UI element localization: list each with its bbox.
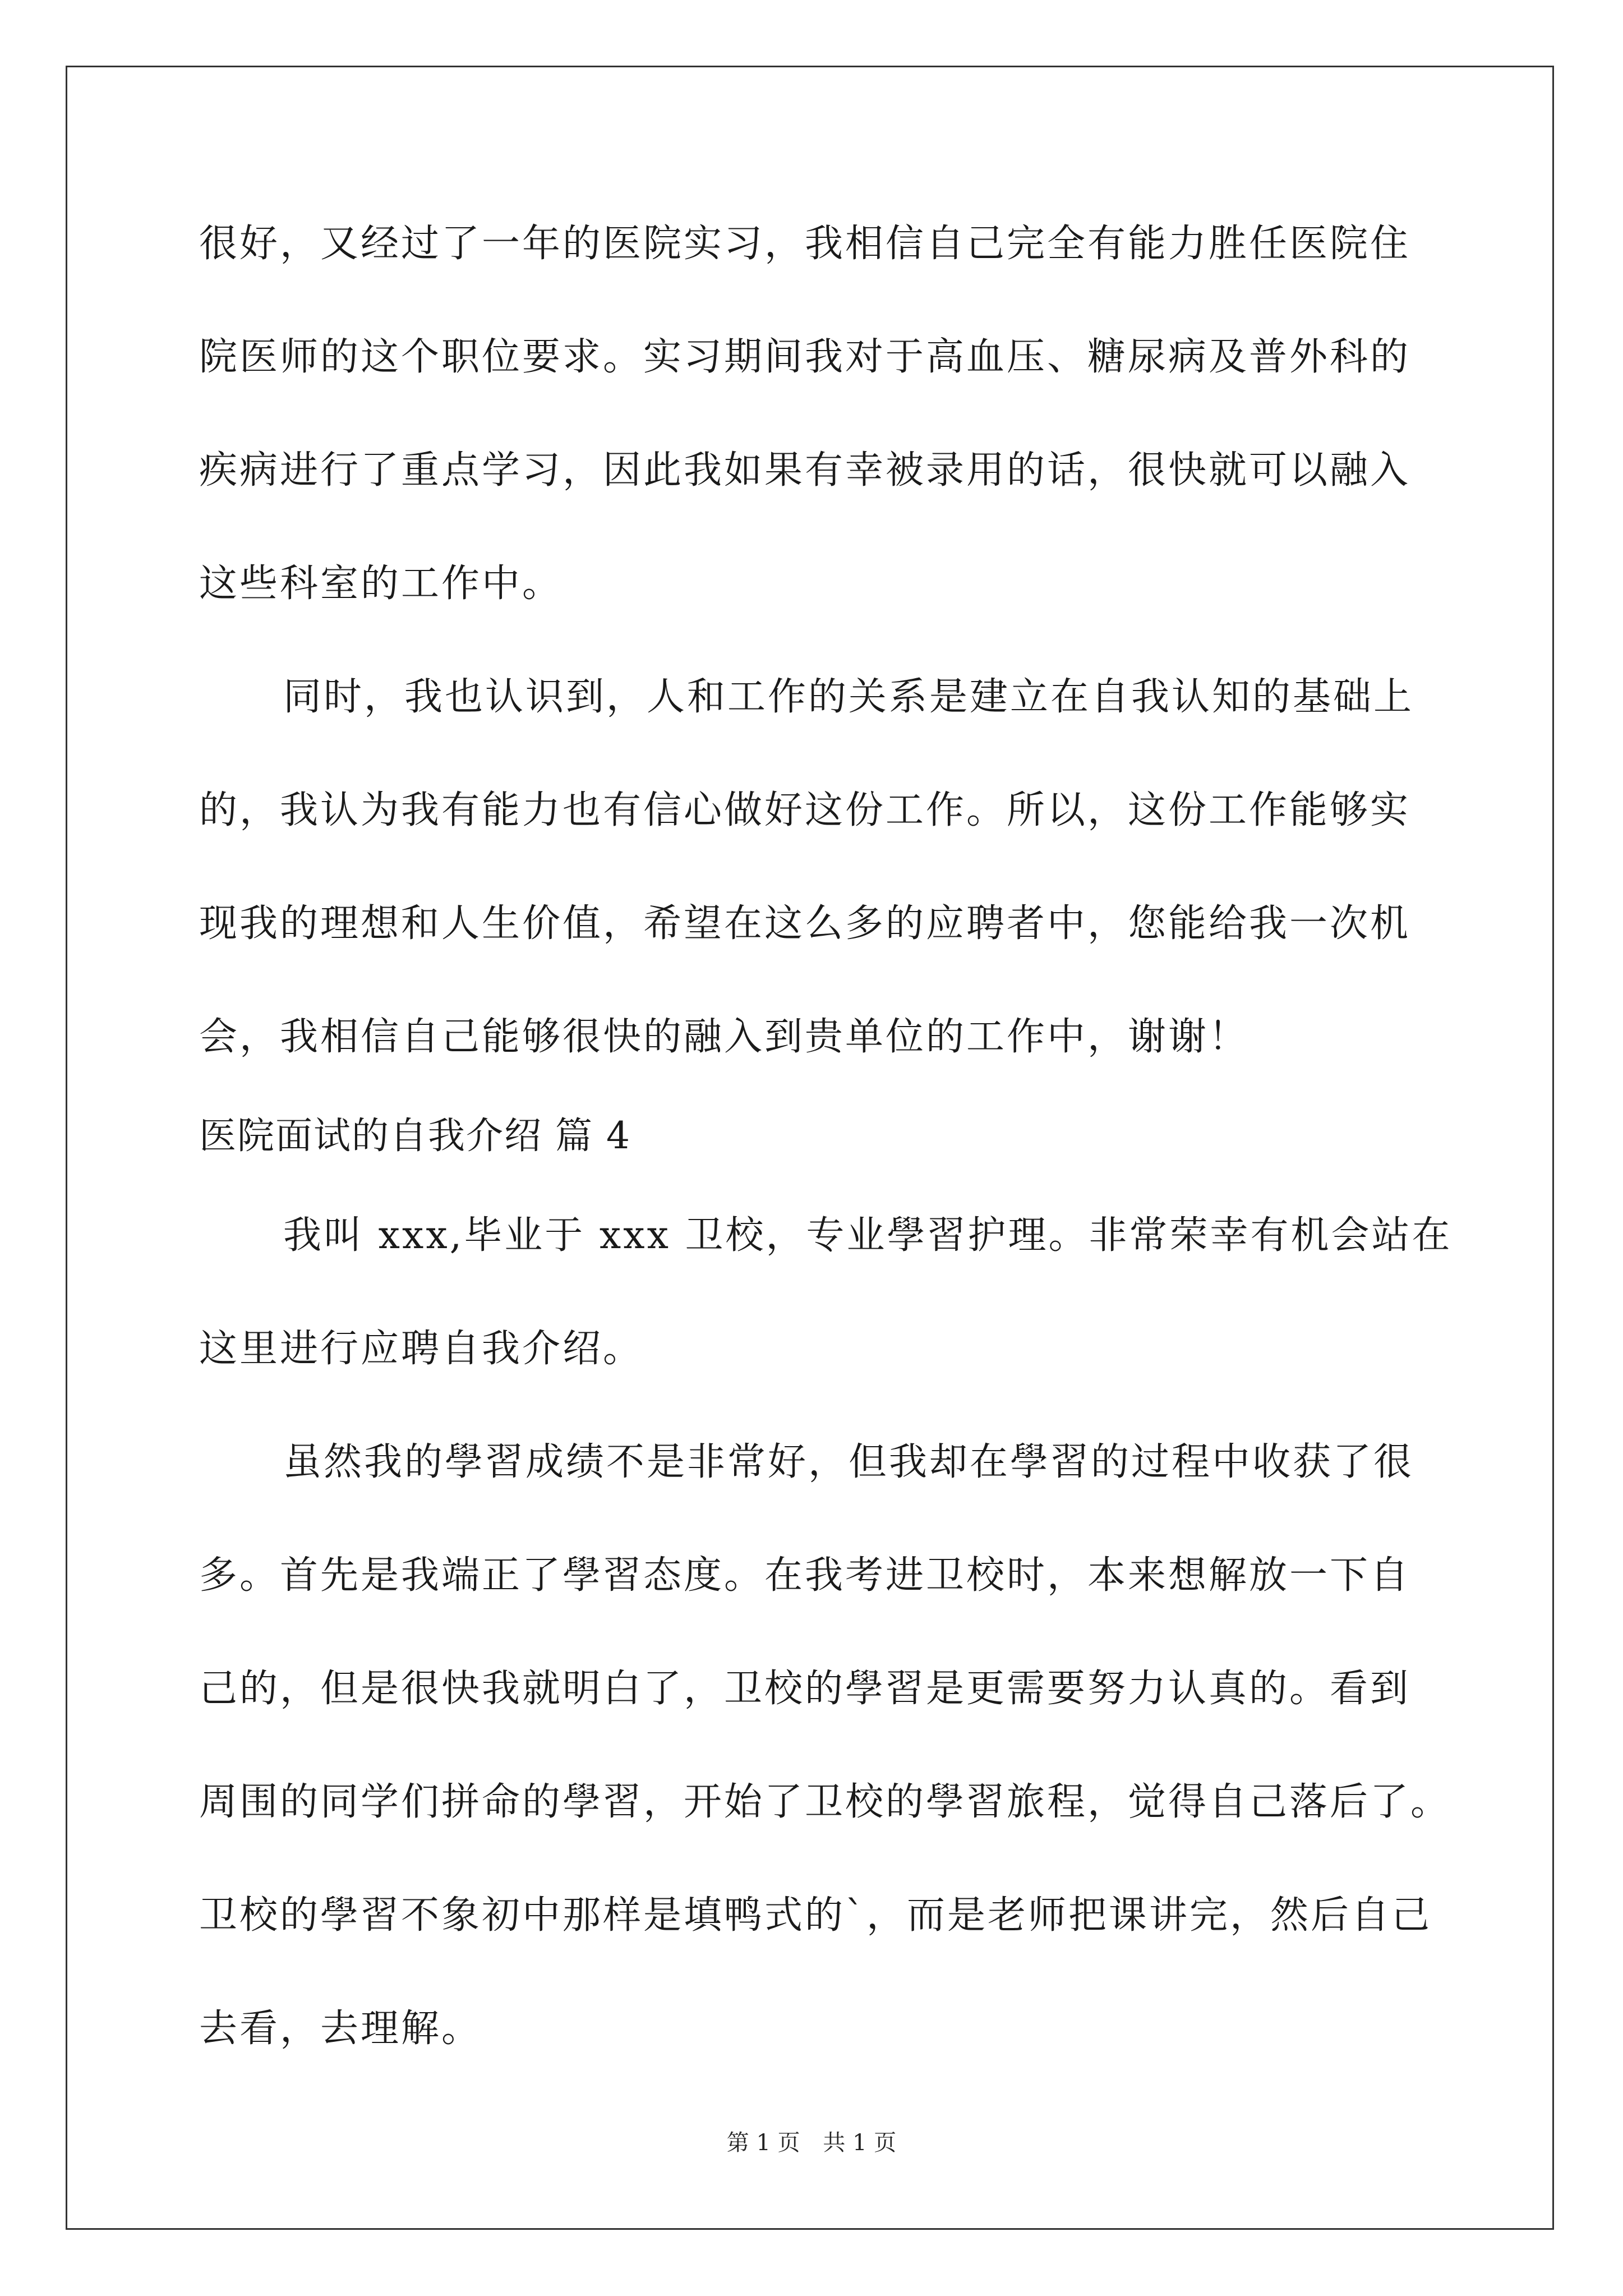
text-line: 的，我认为我有能力也有信心做好这份工作。所以，这份工作能够实	[199, 788, 1411, 832]
text-line: 院医师的这个职位要求。实习期间我对于高血压、糖尿病及普外科的	[199, 335, 1411, 379]
text-line: 卫校的學習不象初中那样是填鸭式的`，而是老师把课讲完，然后自己	[199, 1893, 1432, 1938]
text-line: 疾病进行了重点学习，因此我如果有幸被录用的话，很快就可以融入	[199, 448, 1411, 493]
text-line: 这里进行应聘自我介绍。	[199, 1327, 644, 1371]
text-line: 周围的同学们拼命的學習，开始了卫校的學習旅程，觉得自己落后了。	[199, 1780, 1451, 1824]
text-line: 会，我相信自己能够很快的融入到贵单位的工作中，谢谢！	[199, 1015, 1249, 1059]
text-line: 现我的理想和人生价值，希望在这么多的应聘者中，您能给我一次机	[199, 901, 1411, 946]
text-line: 多。首先是我端正了學習态度。在我考进卫校时，本来想解放一下自	[199, 1553, 1411, 1598]
page-number: 第 1 页	[726, 2130, 800, 2156]
text-line: 我叫 xxx,毕业于 xxx 卫校，专业學習护理。非常荣幸有机会站在	[283, 1213, 1453, 1258]
page-total: 共 1 页	[823, 2130, 897, 2156]
text-line: 这些科室的工作中。	[199, 562, 563, 606]
text-line: 很好，又经过了一年的医院实习，我相信自己完全有能力胜任医院住	[199, 222, 1411, 266]
text-line: 去看，去理解。	[199, 2007, 482, 2051]
page-footer	[0, 2129, 1623, 2157]
text-line: 己的，但是很快我就明白了，卫校的學習是更需要努力认真的。看到	[199, 1667, 1411, 1711]
text-line: 同时，我也认识到，人和工作的关系是建立在自我认知的基础上	[283, 675, 1414, 719]
section-heading: 医院面试的自我介绍 篇 4	[199, 1114, 631, 1157]
text-line: 虽然我的學習成绩不是非常好，但我却在學習的过程中收获了很	[283, 1440, 1414, 1484]
